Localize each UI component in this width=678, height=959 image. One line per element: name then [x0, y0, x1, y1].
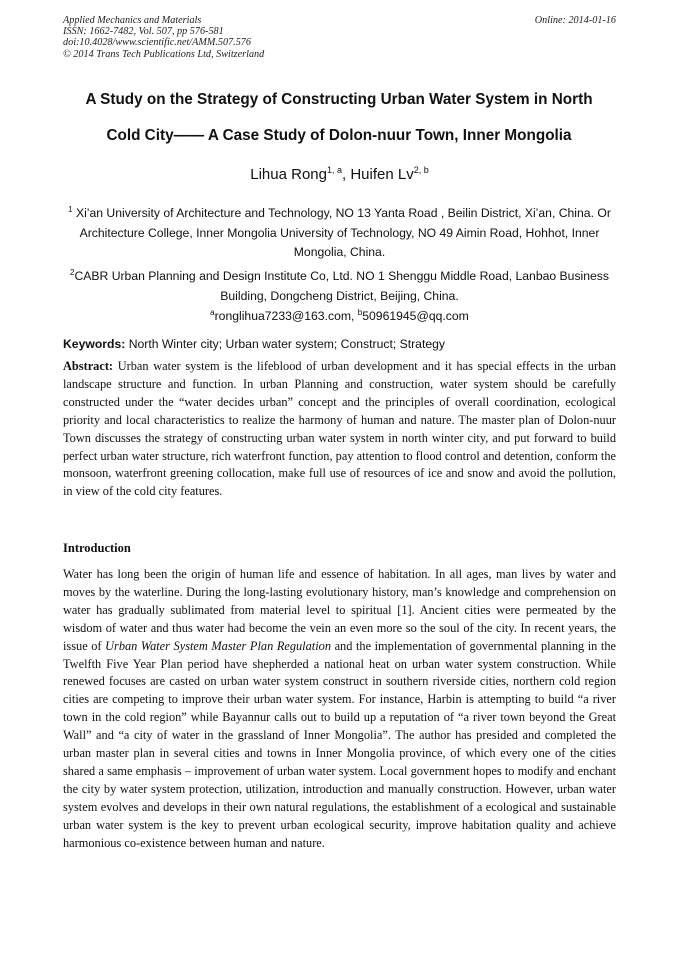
online-date: Online: 2014-01-16: [534, 15, 616, 26]
author-list: [63, 165, 616, 183]
abstract-label: Abstract:: [63, 359, 114, 373]
paper-title-line-1: A Study on the Strategy of Constructing Urban Water System in North: [85, 91, 593, 108]
affiliation-2: [63, 263, 616, 306]
introduction-italic-title: Urban Water System Master Plan Regulation: [105, 638, 331, 653]
author-superscript: 1, a: [326, 165, 342, 175]
affiliation-marker: 2: [70, 268, 75, 277]
email-link[interactable]: ronglihua7233@163.com,: [214, 309, 358, 323]
author-superscript: 2, b: [413, 165, 429, 175]
affiliation-text: CABR Urban Planning and Design Institute Co, Ltd. NO 1 Shenggu Middle Road, Lanbao Business Building, Dongcheng District, Beijing, China.: [74, 269, 609, 303]
keywords: [63, 335, 616, 353]
email-marker: a: [210, 308, 215, 317]
journal-name: Applied Mechanics and Materials: [63, 15, 202, 26]
introduction-text: Water has long been the origin of human life and essence of habitation. In all ages, man lives by water and moves by the waterline. During the long-lasting evolutionary history, man’s knowledge and comprehension on water has gradually sublimated from material level to spiritual [1]. Ancient cities were permeated by the wisdom of water and thus water had become the vein an even more so the soul of the city. In recent years, the issue of: [63, 567, 616, 653]
section-heading-introduction: Introduction: [63, 541, 131, 555]
journal-copyright: © 2014 Trans Tech Publications Ltd, Switzerland: [63, 48, 265, 60]
author-name: Lihua Rong: [250, 166, 327, 183]
affiliation-1: [63, 200, 616, 263]
journal-doi: doi:10.4028/www.scientific.net/AMM.507.576: [63, 37, 251, 49]
keywords-label: Keywords:: [63, 337, 126, 351]
email-marker: b: [357, 308, 363, 317]
author-emails: [63, 303, 616, 327]
introduction-paragraph: [63, 566, 616, 853]
introduction-text: and the implementation of governmental planning in the Twelfth Five Year Plan period have shepherded a national heat on urban water system construction. While renewed focuses are casted on urban water system construct in southern riverside cities, northern cold region cities are competing to improve their urban water system. For instance, Harbin is attempting to build “a river town in the cold region” while Bayannur calls out to build up a reputation of “a river town beyond the Great Wall” and “a city of water in the grassland of Inner Mongolia”. The author has presided and completed the urban master plan in several cities and towns in Inner Mongolia province, of which every one of the cities shared a same emphasis – improvement of urban water system. Local government hopes to modify and enchant the city by water system protection, utilization, introduction and manually construction. However, urban water system evolves and develops in their own natural regulations, the establishment of a ecological and sustainable urban water system is the key to prevent urban ecological security, improve habitation quality and achieve harmonious co-existence between human and nature.: [63, 638, 616, 850]
abstract-text: Urban water system is the lifeblood of urban development and it has special effects in the urban landscape structure and function. In urban Planning and construction, water system should be carefully constructed under the “water decides urban” concept and the principles of overall coordination, ecological priority and local characteristics to realize the harmony of human and nature. The master plan of Dolon-nuur Town discusses the strategy of constructing urban water system in north winter city, and put forward to build perfect urban water structure, rich waterfront function, pay attention to flood control and detention, conform the monsoon, waterfront greening collocation, make full use of resources of ice and snow and avoid the pollution, in view of the cold city features.: [63, 359, 616, 499]
affiliation-marker: 1: [68, 205, 73, 214]
paper-title-line-2: Cold City—— A Case Study of Dolon-nuur Town, Inner Mongolia: [106, 127, 572, 144]
abstract: [63, 358, 616, 501]
keywords-text: North Winter city; Urban water system; Construct; Strategy: [125, 337, 445, 351]
affiliation-text: Xi’an University of Architecture and Technology, NO 13 Yanta Road , Beilin District, Xi’an, China. Or Architecture College, Inner Mongolia University of Technology, NO 49 Aimin Road, Hohhot, Inner Mongolia, China.: [72, 206, 611, 259]
email-link[interactable]: 50961945@qq.com: [362, 309, 469, 323]
journal-header: [63, 15, 616, 60]
author-separator: ,: [342, 166, 351, 183]
journal-issn: ISSN: 1662-7482, Vol. 507, pp 576-581: [63, 26, 224, 38]
author-name: Huifen Lv: [350, 166, 414, 183]
